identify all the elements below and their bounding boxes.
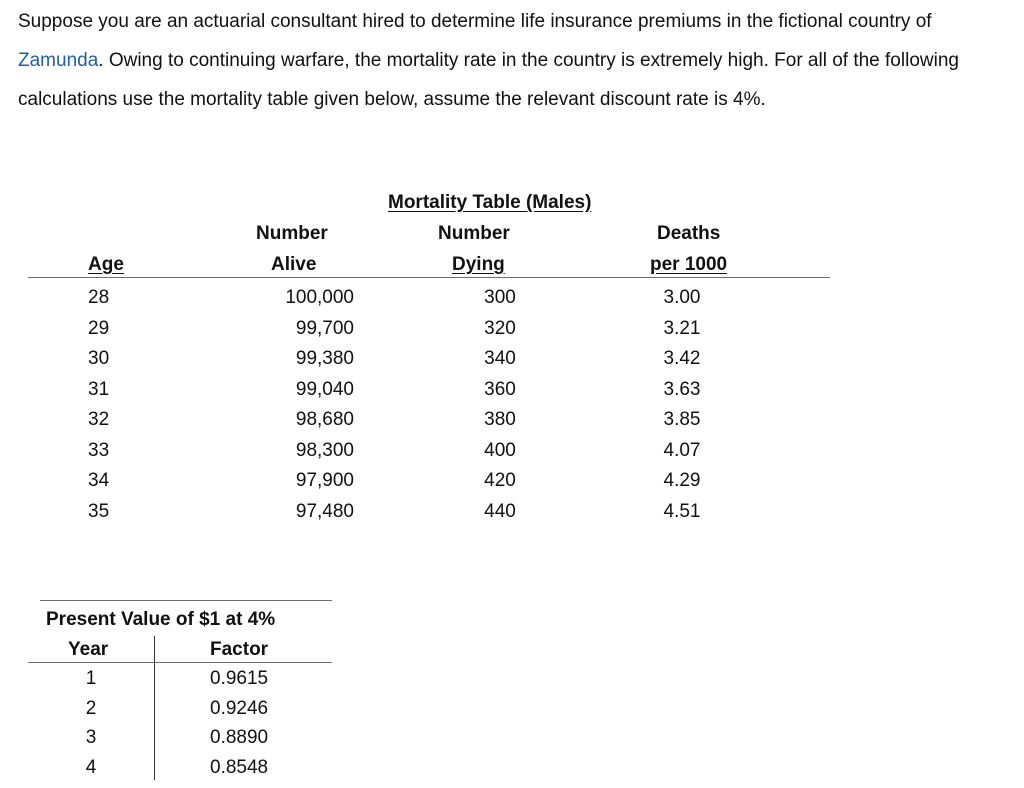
country-name: Zamunda xyxy=(18,50,99,71)
cell-deaths: 4.07 xyxy=(663,439,701,461)
pv-factor-column xyxy=(210,664,268,782)
problem-text-part2: . Owing to continuing warfare, the mortality rate in the country is extremely high. For all of the following calculations use the mortality table given below, assume the relevant discount rate is 4%. xyxy=(18,50,959,110)
header-divider xyxy=(28,277,830,278)
cell-alive: 99,380 xyxy=(295,348,354,369)
cell-dying: 300 xyxy=(484,287,516,308)
cell-deaths: 3.21 xyxy=(663,317,701,339)
cell-deaths: 3.85 xyxy=(663,409,701,430)
cell-dying: 340 xyxy=(484,348,516,369)
cell-factor: 0.8890 xyxy=(210,727,269,748)
header-alive-top: Number xyxy=(256,223,328,244)
pv-table-title: Present Value of $1 at 4% xyxy=(46,609,276,630)
alive-column xyxy=(250,283,354,527)
header-age: Age xyxy=(88,254,124,275)
header-dying-bottom: Dying xyxy=(452,254,505,275)
pv-top-rule xyxy=(40,600,332,601)
cell-age: 33 xyxy=(88,439,110,461)
cell-alive: 98,300 xyxy=(295,439,354,461)
cell-alive: 98,680 xyxy=(295,409,354,430)
pv-year-column xyxy=(64,664,118,782)
header-alive-bottom: Alive xyxy=(271,254,317,275)
dying-column xyxy=(460,283,540,527)
pv-column-divider xyxy=(154,636,155,780)
pv-header-year: Year xyxy=(68,639,109,660)
pv-header-rule xyxy=(28,662,332,663)
cell-age: 31 xyxy=(88,378,110,400)
cell-age: 28 xyxy=(88,287,110,308)
header-deaths-bottom: per 1000 xyxy=(650,254,728,275)
cell-alive: 97,480 xyxy=(295,500,354,522)
cell-year: 2 xyxy=(85,697,97,719)
problem-statement xyxy=(18,2,1010,119)
cell-alive: 99,700 xyxy=(295,317,354,339)
cell-dying: 380 xyxy=(484,409,516,430)
cell-factor: 0.9615 xyxy=(210,668,269,689)
cell-year: 4 xyxy=(85,756,97,778)
cell-age: 35 xyxy=(88,500,110,522)
problem-text-part1: Suppose you are an actuarial consultant hired to determine life insurance premiums in the fictional country of xyxy=(18,11,932,32)
pv-header-factor: Factor xyxy=(210,639,269,660)
cell-age: 30 xyxy=(88,348,110,369)
cell-alive: 97,900 xyxy=(295,470,354,491)
cell-dying: 360 xyxy=(484,378,516,400)
cell-age: 29 xyxy=(88,317,110,339)
cell-deaths: 4.29 xyxy=(663,470,701,491)
deaths-column xyxy=(640,283,724,527)
cell-year: 1 xyxy=(85,668,97,689)
cell-year: 3 xyxy=(85,727,97,748)
header-dying-top: Number xyxy=(438,223,510,244)
cell-dying: 440 xyxy=(484,500,516,522)
cell-factor: 0.9246 xyxy=(210,697,269,719)
cell-alive: 100,000 xyxy=(285,287,354,308)
cell-deaths: 3.00 xyxy=(663,287,701,308)
cell-factor: 0.8548 xyxy=(210,756,269,778)
cell-dying: 420 xyxy=(484,470,516,491)
cell-dying: 320 xyxy=(484,317,516,339)
header-deaths-top: Deaths xyxy=(657,223,721,244)
cell-deaths: 4.51 xyxy=(663,500,701,522)
cell-age: 34 xyxy=(88,470,110,491)
age-column xyxy=(88,283,109,527)
cell-deaths: 3.42 xyxy=(663,348,701,369)
cell-deaths: 3.63 xyxy=(663,378,701,400)
cell-dying: 400 xyxy=(484,439,516,461)
mortality-table-title: Mortality Table (Males) xyxy=(388,192,592,213)
cell-alive: 99,040 xyxy=(295,378,354,400)
cell-age: 32 xyxy=(88,409,110,430)
